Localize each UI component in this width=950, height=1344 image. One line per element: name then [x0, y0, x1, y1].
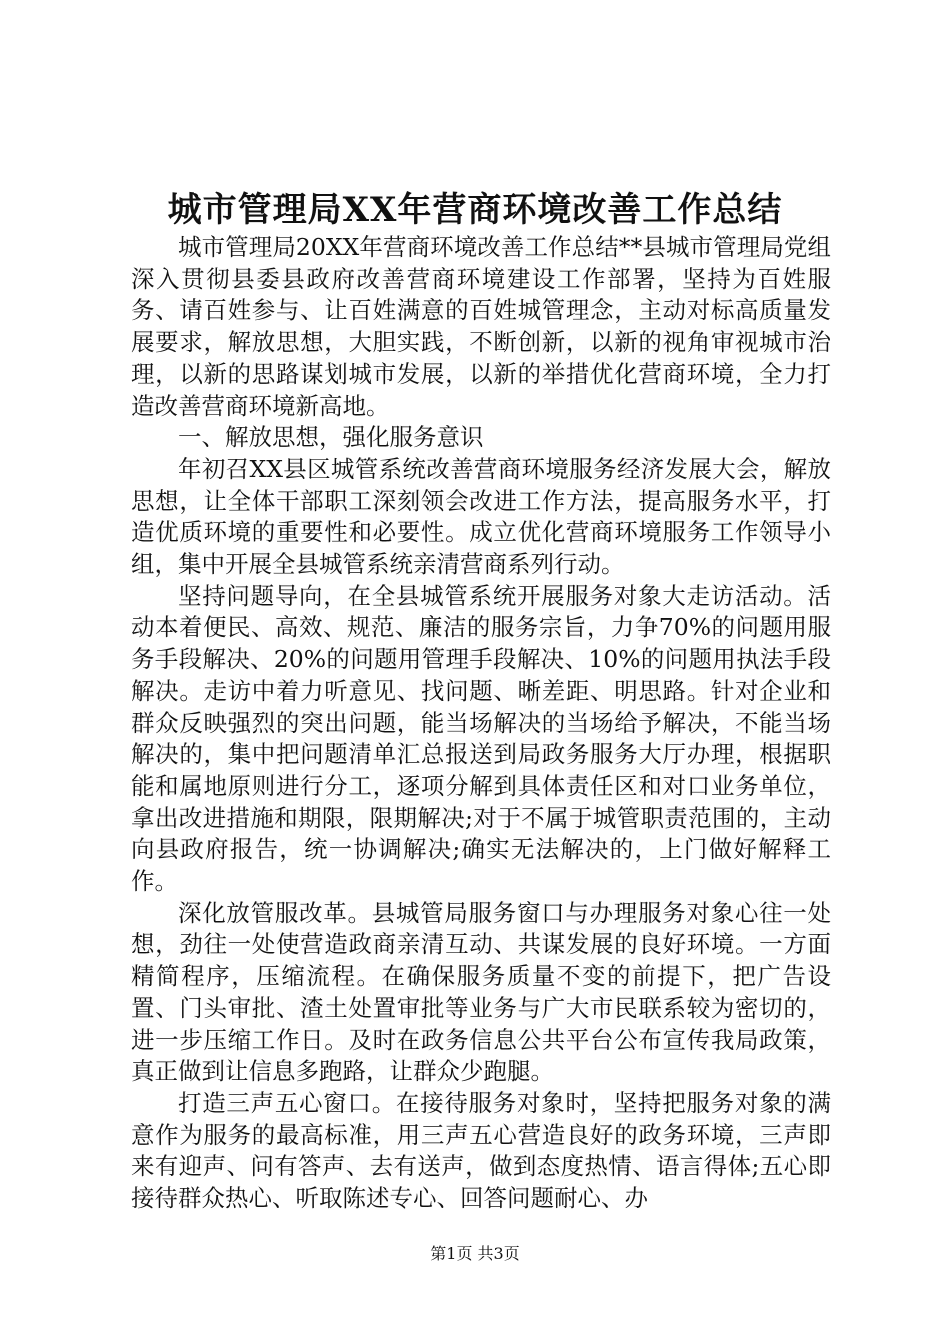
paragraph-problem-oriented: 坚持问题导向，在全县城管系统开展服务对象大走访活动。活动本着便民、高效、规范、廉洁的服务宗旨，力争70%的问题用服务手段解决、20%的问题用管理手段解决、10%的问题用执法手段解决。走访中着力听意见、找问题、晰差距、明思路。针对企业和群众反映强烈的突出问题，能当场解决的当场给予解决，不能当场解决的，集中把问题清单汇总报送到局政务服务大厅办理，根据职能和属地原则进行分工，逐项分解到具体责任区和对口业务单位，拿出改进措施和期限，限期解决;对于不属于城管职责范围的，主动向县政府报告，统一协调解决;确实无法解决的，上门做好解释工作。 [131, 581, 831, 896]
paragraph-reform: 深化放管服改革。县城管局服务窗口与办理服务对象心往一处想，劲往一处使营造政商亲清互动、共谋发展的良好环境。一方面精简程序，压缩流程。在确保服务质量不变的前提下，把广告设置、门头审批、渣土处置审批等业务与广大市民联系较为密切的，进一步压缩工作日。及时在政务信息公共平台公布宣传我局政策，真正做到让信息多跑路，让群众少跑腿。 [131, 898, 831, 1086]
paragraph-conference: 年初召XX县区城管系统改善营商环境服务经济发展大会，解放思想，让全体干部职工深刻领会改进工作方法，提高服务水平，打造优质环境的重要性和必要性。成立优化营商环境服务工作领导小组，集中开展全县城管系统亲清营商系列行动。 [131, 454, 831, 579]
document-body [131, 232, 831, 1215]
document-title: 城市管理局XX年营商环境改善工作总结 [167, 190, 783, 230]
paragraph-intro: 城市管理局20XX年营商环境改善工作总结**县城市管理局党组深入贯彻县委县政府改善营商环境建设工作部署，坚持为百姓服务、请百姓参与、让百姓满意的百姓城管理念，主动对标高质量发展要求，解放思想，大胆实践，不断创新，以新的视角审视城市治理，以新的思路谋划城市发展，以新的举措优化营商环境，全力打造改善营商环境新高地。 [131, 233, 831, 420]
section-heading-1: 一、解放思想，强化服务意识 [178, 423, 484, 452]
paragraph-service-window: 打造三声五心窗口。在接待服务对象时，坚持把服务对象的满意作为服务的最高标准，用三声五心营造良好的政务环境，三声即来有迎声、问有答声、去有送声，做到态度热情、语言得体;五心即接待群众热心、听取陈述专心、回答问题耐心、办 [131, 1088, 831, 1213]
page-footer: 第1页 共3页 [430, 1244, 520, 1263]
